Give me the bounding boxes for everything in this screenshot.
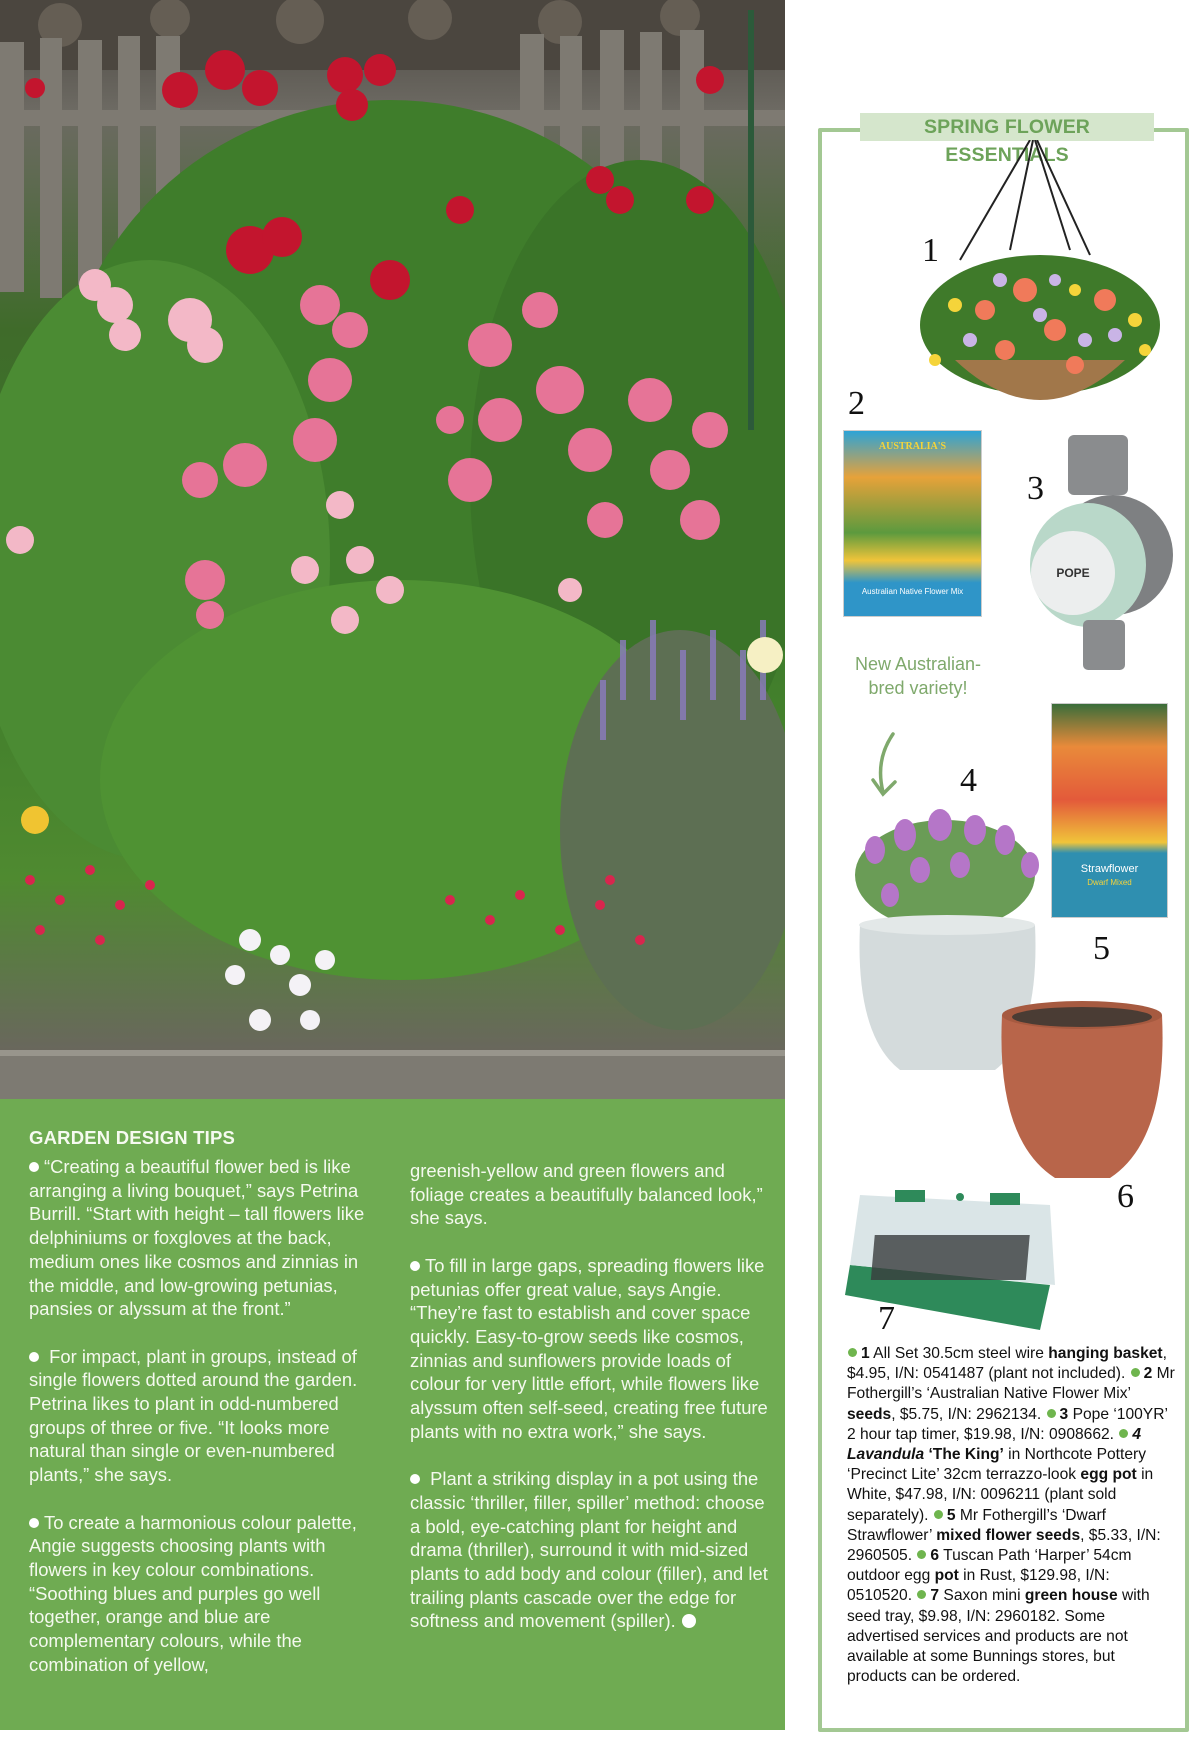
tip-paragraph: To fill in large gaps, spreading flowers like petunias offer great value, says Angie. “They’re fast to establish and cover space quickly. Easy-to-grow seeds like cosmos, zinnias and sunflowers provide loads of colour for very little effort, while flowers like alyssum often self-seed, creating free future plants with no extra work,” she says. bbox=[410, 1254, 768, 1442]
bullet-icon bbox=[917, 1550, 926, 1559]
strawflower-seed-packet-image: Strawflower Dwarf Mixed bbox=[1051, 703, 1168, 918]
svg-text:POPE: POPE bbox=[1056, 566, 1090, 580]
tip-paragraph-continued: greenish-yellow and green flowers and foliage creates a beautifully balanced look,” she says. bbox=[410, 1160, 763, 1229]
garden-photo bbox=[0, 0, 785, 1099]
bullet-icon bbox=[1119, 1429, 1128, 1438]
arrow-down-icon bbox=[865, 730, 905, 800]
product-number-6: 6 bbox=[1117, 1178, 1134, 1215]
bullet-icon bbox=[1047, 1409, 1056, 1418]
bullet-icon bbox=[934, 1510, 943, 1519]
product-number-7: 7 bbox=[878, 1300, 895, 1337]
bullet-icon bbox=[917, 1590, 926, 1599]
essentials-title: SPRING FLOWER ESSENTIALS bbox=[860, 113, 1154, 141]
bullet-icon bbox=[410, 1261, 420, 1271]
bullet-icon bbox=[29, 1352, 39, 1362]
end-mark-icon bbox=[682, 1614, 696, 1628]
hanging-basket-image bbox=[905, 140, 1175, 420]
product-entry-3: 3 Pope ‘100YR’ 2 hour tap timer, $19.98, I/N: 0908662. bbox=[847, 1405, 1168, 1443]
product-number-1: 1 bbox=[922, 232, 939, 269]
bullet-icon bbox=[848, 1348, 857, 1357]
tips-heading: GARDEN DESIGN TIPS bbox=[29, 1127, 236, 1148]
bullet-icon bbox=[29, 1518, 39, 1528]
native-flower-seed-packet-image: AUSTRALIA'S Australian Native Flower Mix bbox=[843, 430, 982, 617]
product-number-4: 4 bbox=[960, 762, 977, 799]
tip-paragraph: Plant a striking display in a pot using the classic ‘thriller, filler, spiller’ method: choose a bold, eye-catching plant for height and drama (thriller), surround it with mid-sized plants to add body and colour (filler), and let trailing plants cascade over the edge for softness and movement (spiller). bbox=[410, 1468, 768, 1632]
product-entry-6: 6 Tuscan Path ‘Harper’ 54cm outdoor egg pot in Rust, $129.98, I/N: 0510520. bbox=[847, 1547, 1132, 1605]
product-entry-5: 5 Mr Fothergill’s ‘Dwarf Strawflower’ mixed flower seeds, $5.33, I/N: 2960505. bbox=[847, 1506, 1161, 1565]
product-entry-1: 1 All Set 30.5cm steel wire hanging basket, $4.95, I/N: 0541487 (plant not included). bbox=[847, 1345, 1167, 1383]
tips-column-right bbox=[410, 1159, 770, 1657]
bullet-icon bbox=[410, 1474, 420, 1484]
product-entry-7: 7 Saxon mini green house with seed tray, $9.98, I/N: 2960182. bbox=[847, 1587, 1150, 1625]
tip-paragraph: For impact, plant in groups, instead of single flowers dotted around the garden. Petrina likes to plant in odd-numbered groups of three or five. “It looks more natural than single or even-numbered plants,” she says. bbox=[29, 1345, 358, 1486]
garden-design-tips-panel bbox=[0, 1099, 785, 1730]
product-entry-2: 2 Mr Fothergill’s ‘Australian Native Flower Mix’ seeds, $5.75, I/N: 2962134. bbox=[847, 1365, 1175, 1423]
product-entry-4: 4 Lavandula ‘The King’ in Northcote Pottery ‘Precinct Lite’ 32cm terrazzo-look egg pot in White, $47.98, I/N: 0096211 (plant sold separately). bbox=[847, 1425, 1154, 1524]
bullet-icon bbox=[1131, 1368, 1140, 1377]
new-variety-callout: New Australian-bred variety! bbox=[854, 654, 982, 698]
rust-egg-pot-image bbox=[1000, 1000, 1165, 1180]
tip-paragraph: “Creating a beautiful flower bed is like arranging a living bouquet,” says Petrina Burrill. “Start with height – tall flowers like delphiniums or foxgloves at the back, medium ones like cosmos and zinnias in the middle, and low-growing petunias, pansies or alyssum at the front.” bbox=[29, 1156, 365, 1320]
product-number-5: 5 bbox=[1093, 930, 1110, 967]
tap-timer-image bbox=[1018, 435, 1173, 680]
garden-photo-illustration bbox=[0, 0, 785, 1099]
mini-greenhouse-image bbox=[840, 1175, 1065, 1335]
product-number-3: 3 bbox=[1027, 470, 1044, 507]
tips-column-left bbox=[29, 1155, 384, 1700]
bullet-icon bbox=[29, 1162, 39, 1172]
product-listing bbox=[847, 1344, 1177, 1687]
disclaimer: Some advertised services and products are not available at some Bunnings stores, but products can be ordered. bbox=[847, 1607, 1128, 1686]
product-number-2: 2 bbox=[848, 385, 865, 422]
tip-paragraph: To create a harmonious colour palette, Angie suggests choosing plants with flowers in key colour combinations. “Soothing blues and purples go well together, orange and blue are complementary colours, while the combination of yellow, bbox=[29, 1511, 357, 1675]
